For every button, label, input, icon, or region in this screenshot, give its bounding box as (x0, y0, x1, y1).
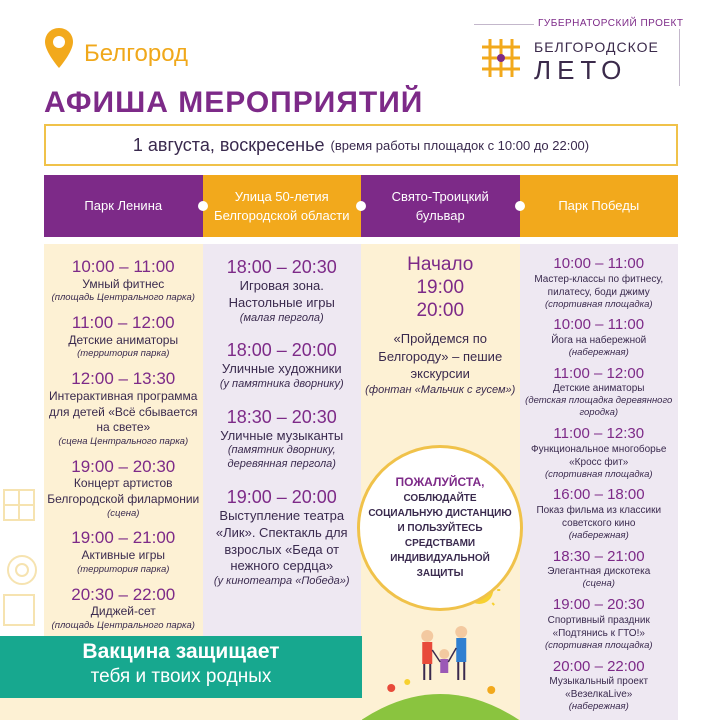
date-hours: (время работы площадок с 10:00 до 22:00) (330, 137, 590, 153)
event-item (520, 659, 679, 713)
event-item (44, 258, 203, 304)
event-item (520, 256, 679, 310)
venue-street (203, 175, 362, 237)
tour-time: 19:00 (416, 276, 465, 298)
tour-place: (фонтан «Мальчик с гусем») (365, 384, 516, 397)
tour-start-label: Начало (407, 254, 474, 275)
event-time: 19:00 – 20:30 (552, 596, 645, 614)
event-item (203, 258, 362, 325)
event-item (44, 529, 203, 575)
notice-line: И ПОЛЬЗУЙТЕСЬ (397, 523, 483, 534)
event-name: Музыкальный проект «ВезелкаLive» (549, 676, 649, 700)
venue-label: Парк Ленина (84, 198, 163, 214)
location-pin-icon (44, 27, 74, 69)
venue-header-row (44, 175, 678, 237)
venue-boulevard (361, 175, 520, 237)
event-name: Показ фильма из классики советского кино (536, 504, 662, 529)
venue-label: Свято-Троицкий бульвар (391, 188, 489, 223)
event-name: Игровая зона. Настольные игры (228, 277, 335, 310)
event-place: (набережная) (568, 346, 629, 358)
event-place: (у кинотеатра «Победа») (213, 575, 350, 588)
notice-line: СОБЛЮДАЙТЕ (403, 493, 477, 504)
event-place: (спортивная площадка) (544, 468, 653, 480)
event-place: (сцена) (107, 507, 140, 519)
event-name: Детские аниматоры (553, 383, 645, 395)
banner-line-1: Вакцина защищает (82, 640, 280, 663)
event-time: 18:00 – 20:00 (226, 340, 337, 361)
separator-dot (515, 201, 525, 211)
banner-bottom-strip (0, 698, 362, 720)
event-time: 10:00 – 11:00 (71, 257, 175, 276)
event-place: (спортивная площадка) (544, 298, 653, 310)
notice-heading: ПОЖАЛУЙСТА, (395, 475, 485, 489)
event-time: 12:00 – 13:30 (71, 369, 176, 389)
event-time: 18:30 – 21:00 (552, 547, 645, 565)
header (0, 0, 720, 125)
notice-line: ИНДИВИДУАЛЬНОЙ (390, 553, 490, 564)
event-place: (территория парка) (77, 563, 170, 575)
logo-line-1: БЕЛГОРОДСКОЕ (534, 39, 659, 55)
event-time: 16:00 – 18:00 (552, 486, 645, 504)
decorative-ornament (0, 480, 44, 640)
venue-label: Парк Победы (558, 198, 640, 214)
notice-body (368, 491, 511, 581)
event-place: (площадь Центрального парка) (51, 619, 195, 631)
event-place: (территория парка) (77, 348, 170, 360)
column-victory (520, 244, 679, 720)
venue-victory (520, 175, 679, 237)
notice-line: ЗАЩИТЫ (416, 568, 464, 579)
event-time: 19:00 – 20:00 (226, 486, 337, 507)
event-item (520, 426, 679, 480)
vaccine-banner (0, 636, 362, 698)
event-place: (малая пергола) (239, 311, 324, 324)
event-time: 18:30 – 20:30 (226, 406, 337, 427)
event-item (203, 341, 362, 391)
date-main: 1 августа, воскресенье (132, 134, 325, 155)
event-place: (набережная) (568, 529, 629, 541)
event-item (520, 487, 679, 541)
notice-line: СРЕДСТВАМИ (404, 538, 476, 549)
event-place: (детская площадка деревянного городка) (525, 395, 673, 419)
event-place: (сцена) (582, 578, 615, 590)
page-title: АФИША МЕРОПРИЯТИЙ (44, 86, 424, 119)
notice-line: СОЦИАЛЬНУЮ ДИСТАНЦИЮ (368, 508, 512, 519)
event-place: (набережная) (568, 701, 629, 712)
event-item (520, 317, 679, 358)
date-bar (44, 124, 678, 166)
event-place: (спортивная площадка) (544, 639, 653, 651)
event-item (520, 597, 679, 651)
event-time: 11:00 – 12:30 (553, 425, 645, 442)
venue-label: Улица 50-летия Белгородской области (214, 188, 350, 223)
event-name: Элегантная дискотека (547, 566, 651, 578)
tour-name: «Пройдемся по Белгороду» – пешие экскурсии (378, 331, 503, 382)
logo-lattice-icon (480, 37, 522, 79)
event-place: (у памятника дворнику) (219, 378, 344, 391)
event-name: Интерактивная программа для детей «Всё сбывается на свете» (49, 389, 198, 435)
event-name: Йога на набережной (551, 334, 647, 346)
event-item (44, 314, 203, 360)
event-item (44, 370, 203, 447)
separator-dot (356, 201, 366, 211)
project-logo (474, 18, 684, 86)
event-time: 10:00 – 11:00 (553, 255, 645, 272)
event-time: 10:00 – 11:00 (553, 316, 645, 334)
event-place: (площадь Центрального парка) (51, 292, 195, 304)
safety-notice (357, 445, 523, 611)
event-time: 20:00 – 22:00 (552, 657, 645, 675)
city-name: Белгород (84, 40, 189, 67)
event-name: Умный фитнес (82, 276, 165, 291)
event-item (44, 586, 203, 632)
event-name: Уличные художники (221, 361, 342, 377)
logo-line-2: ЛЕТО (534, 55, 628, 85)
event-item (520, 549, 679, 590)
event-time: 11:00 – 12:00 (553, 364, 645, 382)
separator-dot (198, 201, 208, 211)
event-name: Активные игры (81, 548, 166, 563)
event-name: Детские аниматоры (68, 332, 179, 347)
tour-time: 20:00 (416, 299, 465, 321)
event-item (203, 488, 362, 589)
event-name: Спортивный праздник «Подтянись к ГТО!» (547, 614, 650, 639)
banner-line-2: тебя и твоих родных (90, 666, 272, 687)
event-time: 18:00 – 20:30 (226, 257, 337, 277)
tour-start (361, 254, 520, 322)
event-item (44, 458, 203, 520)
event-place: (памятник дворнику, деревянная пергола) (227, 444, 336, 471)
event-time: 19:00 – 21:00 (71, 528, 176, 548)
event-item (520, 366, 679, 419)
event-time: 11:00 – 12:00 (71, 313, 175, 333)
event-place: (сцена Центрального парка) (58, 435, 189, 447)
event-name: Функциональное многоборье «Кросс фит» (531, 443, 667, 468)
event-name: Мастер-классы по фитнесу, пилатесу, боди джиму (534, 273, 664, 298)
venue-lenin (44, 175, 203, 237)
event-name: Выступление театра «Лик». Спектакль для взрослых «Беда от нежного сердца» (215, 507, 348, 574)
event-time: 20:30 – 22:00 (71, 584, 176, 604)
event-name: Концерт артистов Белгородской филармонии (47, 476, 200, 506)
event-name: Уличные музыканты (220, 427, 344, 443)
event-item (203, 408, 362, 472)
event-name: Диджей-сет (90, 604, 156, 619)
logo-project-label: ГУБЕРНАТОРСКИЙ ПРОЕКТ (534, 18, 688, 29)
event-time: 19:00 – 20:30 (71, 456, 176, 476)
